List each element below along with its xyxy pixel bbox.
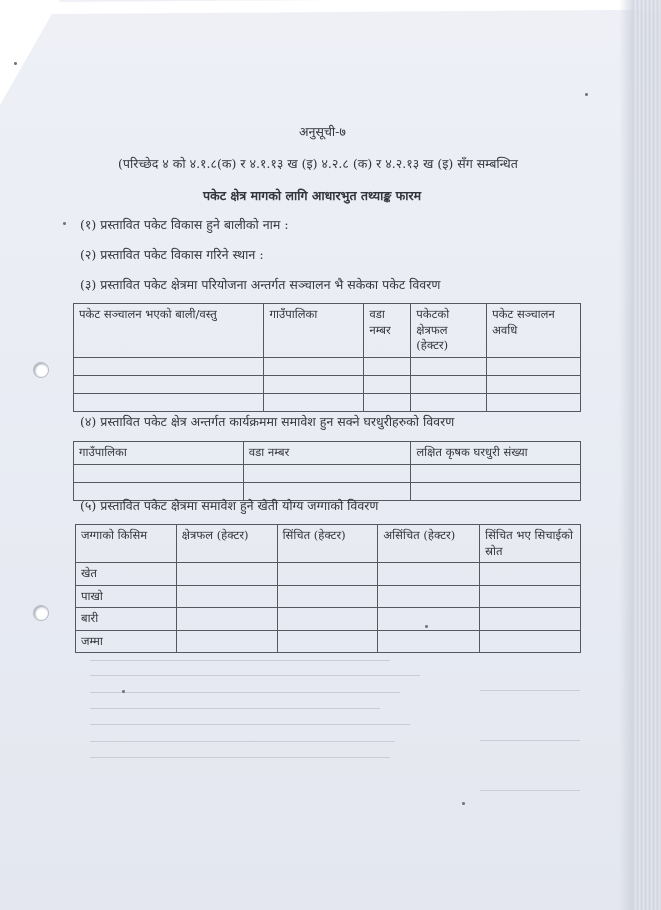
reference-line: (परिच्छेद ४ को ४.१.८(क) र ४.१.१३ ख (इ) ४.२.८ (क) र ४.२.१३ ख (इ) सँग सम्बन्धित: [118, 156, 518, 171]
column-header: जग्गाको किसिम: [76, 525, 177, 563]
show-through-line: [90, 675, 420, 676]
column-header: पकेट सञ्चालन अवधि: [487, 304, 581, 358]
column-header: वडा नम्बर: [243, 442, 411, 465]
column-header: असिंचित (हेक्टर): [378, 525, 480, 563]
table-row: [76, 630, 581, 653]
scan-edge-artifact: [633, 0, 661, 910]
item-crop-name: (१) प्रस्तावित पकेट विकास हुने बालीको नाम :: [80, 217, 289, 232]
land-type-cell: खेत: [76, 563, 177, 586]
land-type-cell: बारी: [76, 608, 177, 631]
show-through-line: [480, 740, 580, 741]
item-location: (२) प्रस्तावित पकेट विकास गरिने स्थान :: [80, 247, 264, 262]
table-row: [74, 357, 581, 375]
table-row: [76, 608, 581, 631]
punch-hole-icon: [33, 362, 49, 378]
item-existing-pockets: (३) प्रस्तावित पकेट क्षेत्रमा परियोजना अन्तर्गत सञ्चालन भै सकेका पकेट विवरण: [80, 277, 441, 292]
table-row: [76, 563, 581, 586]
existing-pockets-table: [73, 303, 581, 412]
land-type-cell: पाखो: [76, 585, 177, 608]
table-row: [74, 464, 581, 482]
show-through-line: [90, 692, 400, 693]
households-table: [73, 441, 581, 501]
show-through-line: [480, 790, 580, 791]
column-header: गाउँपालिका: [264, 304, 364, 358]
show-through-line: [90, 741, 395, 742]
column-header: वडा नम्बर: [364, 304, 411, 358]
show-through-line: [90, 757, 390, 758]
scan-speck: [63, 222, 66, 225]
scan-speck: [585, 93, 588, 96]
column-header: गाउँपालिका: [74, 442, 244, 465]
column-header: पकेट सञ्चालन भएको बाली/वस्तु: [74, 304, 264, 358]
item-cultivable-land: (५) प्रस्तावित पकेट क्षेत्रमा समावेश हुने खेती योग्य जग्गाको विवरण: [80, 498, 379, 513]
show-through-line: [90, 708, 380, 709]
land-type-cell: जम्मा: [76, 630, 177, 653]
table-row: [76, 585, 581, 608]
table-row: [74, 393, 581, 411]
schedule-label: अनुसूची-७: [299, 124, 346, 139]
form-title: पकेट क्षेत्र मागको लागि आधारभुत तथ्याङ्क फारम: [203, 188, 422, 203]
table-header-row: [74, 304, 581, 358]
column-header: लक्षित कृषक घरधुरी संख्या: [411, 442, 581, 465]
folded-corner: [0, 0, 60, 105]
punch-hole-icon: [33, 605, 49, 621]
table-header-row: [76, 525, 581, 563]
show-through-line: [90, 660, 390, 661]
show-through-line: [90, 724, 410, 725]
show-through-line: [480, 690, 580, 691]
column-header: पकेटको क्षेत्रफल (हेक्टर): [411, 304, 487, 358]
scan-speck: [14, 62, 17, 65]
scan-shadow: [619, 0, 633, 910]
item-households: (४) प्रस्तावित पकेट क्षेत्र अन्तर्गत कार्यक्रममा समावेश हुन सक्ने घरधुरीहरुको विवरण: [80, 414, 455, 429]
column-header: क्षेत्रफल (हेक्टर): [176, 525, 277, 563]
table-header-row: [74, 442, 581, 465]
table-row: [74, 375, 581, 393]
column-header: सिंचित भए सिचाईको स्रोत: [480, 525, 581, 563]
column-header: सिंचित (हेक्टर): [277, 525, 378, 563]
paper-top-edge: [10, 0, 661, 14]
scan-speck: [462, 802, 465, 805]
cultivable-land-table: [75, 524, 581, 653]
